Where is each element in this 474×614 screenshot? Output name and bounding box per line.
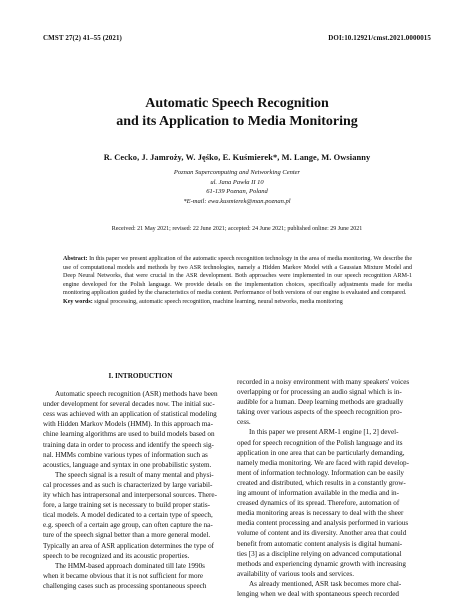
paper-title-line-1: Automatic Speech Recognition [145,96,329,111]
text-line: created and distributed, which results in a constantly grow- [237,478,406,487]
text-line: recorded in a noisy environment with many speakers' voices [237,378,410,386]
text-line: application in one area that can be particularly demanding, [237,448,405,457]
doi-header: DOI:10.12921/cmst.2021.0000015 [328,34,431,42]
text-line: media content processing and analysis performed in various [237,519,409,528]
text-line: taking over various aspects of the speech recognition pro- [237,408,402,417]
left-column [43,371,238,591]
text-line: with Hidden Markov Models (HMM). In this approach ma- [43,420,213,429]
text-line: ing amount of information available in the media and in- [237,489,400,498]
abstract-text: In this paper we present application of the automatic speech recognition technology in the area of media monitoring. We describe the use of computational models and methods by two ASR technologies, namely a Hidden Markov Model with a Gaussian Mixture Model and Deep Neural Networks, that were crucial in the ASR development. Both approaches were implemented in our speech recognition ARM-1 engine developed for the Polish language. We provide details on the implementation choices, specifically adjustments made for media monitoring application guided by the characteristics of media content. Performance of both versions of our engine is evaluated and compared. [63,256,412,296]
affiliation-line: Poznan Supercomputing and Networking Center [173,169,301,176]
text-line: acoustics, language and syntax in one probabilistic system. [43,460,212,469]
text-line: The speech signal is a result of many mental and physi- [55,470,214,479]
section-heading: I. INTRODUCTION [108,372,173,380]
received-dates: Received: 21 May 2021; revised: 22 June 2021; accepted: 24 June 2021; published online: 29 June 2021 [111,226,363,232]
text-line: benefit from automatic content analysis is digital humani- [237,539,403,548]
text-line: As already mentioned, ASR task becomes more chal- [249,579,402,588]
right-column-text [237,377,432,599]
keywords-paragraph [63,298,412,307]
contact-email: *E-mail: ewa.kusmierek@man.poznan.pl [183,197,291,205]
text-line: training data in order to process and identify the speech sig- [43,440,214,449]
text-line: ment of information technology. Information can be easily [237,468,404,477]
text-line: cess was achieved with an application of statistical modeling [43,410,217,419]
text-line: e.g. speech of a certain age group, can often capture the na- [43,521,213,530]
text-line: audible for a human. Deep learning methods are gradually [237,398,404,407]
abstract-paragraph [63,255,412,298]
text-line: cess. [237,418,251,427]
abstract-block [63,255,412,306]
text-line: Typically an area of ASR application determines the type of [43,541,215,550]
text-line: cal processes and as such is characterized by large variabil- [43,480,213,489]
text-line: overlapping or for processing an audio signal which is in- [237,388,402,397]
text-line: speech to be recognized and its acoustic properties. [43,551,190,560]
text-line: methods and experiencing dynamic growth with increasing [237,559,406,568]
text-line: namely media monitoring. We are faced with rapid develop- [237,458,409,467]
affiliation-block [0,168,474,206]
text-line: media monitoring areas is necessary to deal with the sheer [237,509,404,518]
text-line: lenging when we deal with spontaneous speech recorded [237,589,399,598]
abstract-label: Abstract: [63,256,88,262]
keywords-text: signal processing, automatic speech recognition, machine learning, neural networks, media monitoring [94,298,343,305]
paper-title-line-2: and its Application to Media Monitoring [116,114,358,129]
author-list: R. Cecko, J. Jamroży, W. Jęśko, E. Kuśmierek*, M. Lange, M. Owsianny [103,153,371,162]
right-column [237,377,432,599]
text-line: The HMM-based approach dominated till late 1990s [55,561,205,570]
journal-header: CMST 27(2) 41–55 (2021) [43,34,122,42]
text-line: volume of content and its diversity. Another area that could [237,529,407,538]
text-line: creased dynamics of its spread. Therefore, automation of [237,499,400,508]
text-line: availability of various tools and services. [237,569,354,578]
text-line: ity which has intrapersonal and interpersonal sources. There- [43,491,217,500]
text-line: ture of the speech signal better than a more general model. [43,531,211,540]
affiliation-line: ul. Jana Pawła II 10 [210,178,264,186]
text-line: In this paper we present ARM-1 engine [1, 2] devel- [249,428,399,437]
text-line: ties [3] as a discipline relying on advanced computational [237,549,402,558]
text-line: chine learning algorithms are used to build models based on [43,430,215,439]
text-line: oped for speech recognition of the Polish language and its [237,438,403,447]
keywords-label: Key words: [63,298,93,305]
left-column-text [43,389,238,591]
text-line: when it became obvious that it is not sufficient for more [43,571,204,580]
text-line: under development for several decades now. The initial suc- [43,400,215,409]
text-line: Automatic speech recognition (ASR) methods have been [55,390,218,399]
text-line: challenging cases such as processing spontaneous speech [43,581,207,590]
text-line: nal. HMMs combine various types of information such as [43,450,208,459]
text-line: tical models. A model dedicated to a certain type of speech, [43,511,213,520]
affiliation-line: 61-139 Poznan, Poland [206,188,268,196]
text-line: fore, a large training set is necessary to build proper statis- [43,501,211,510]
